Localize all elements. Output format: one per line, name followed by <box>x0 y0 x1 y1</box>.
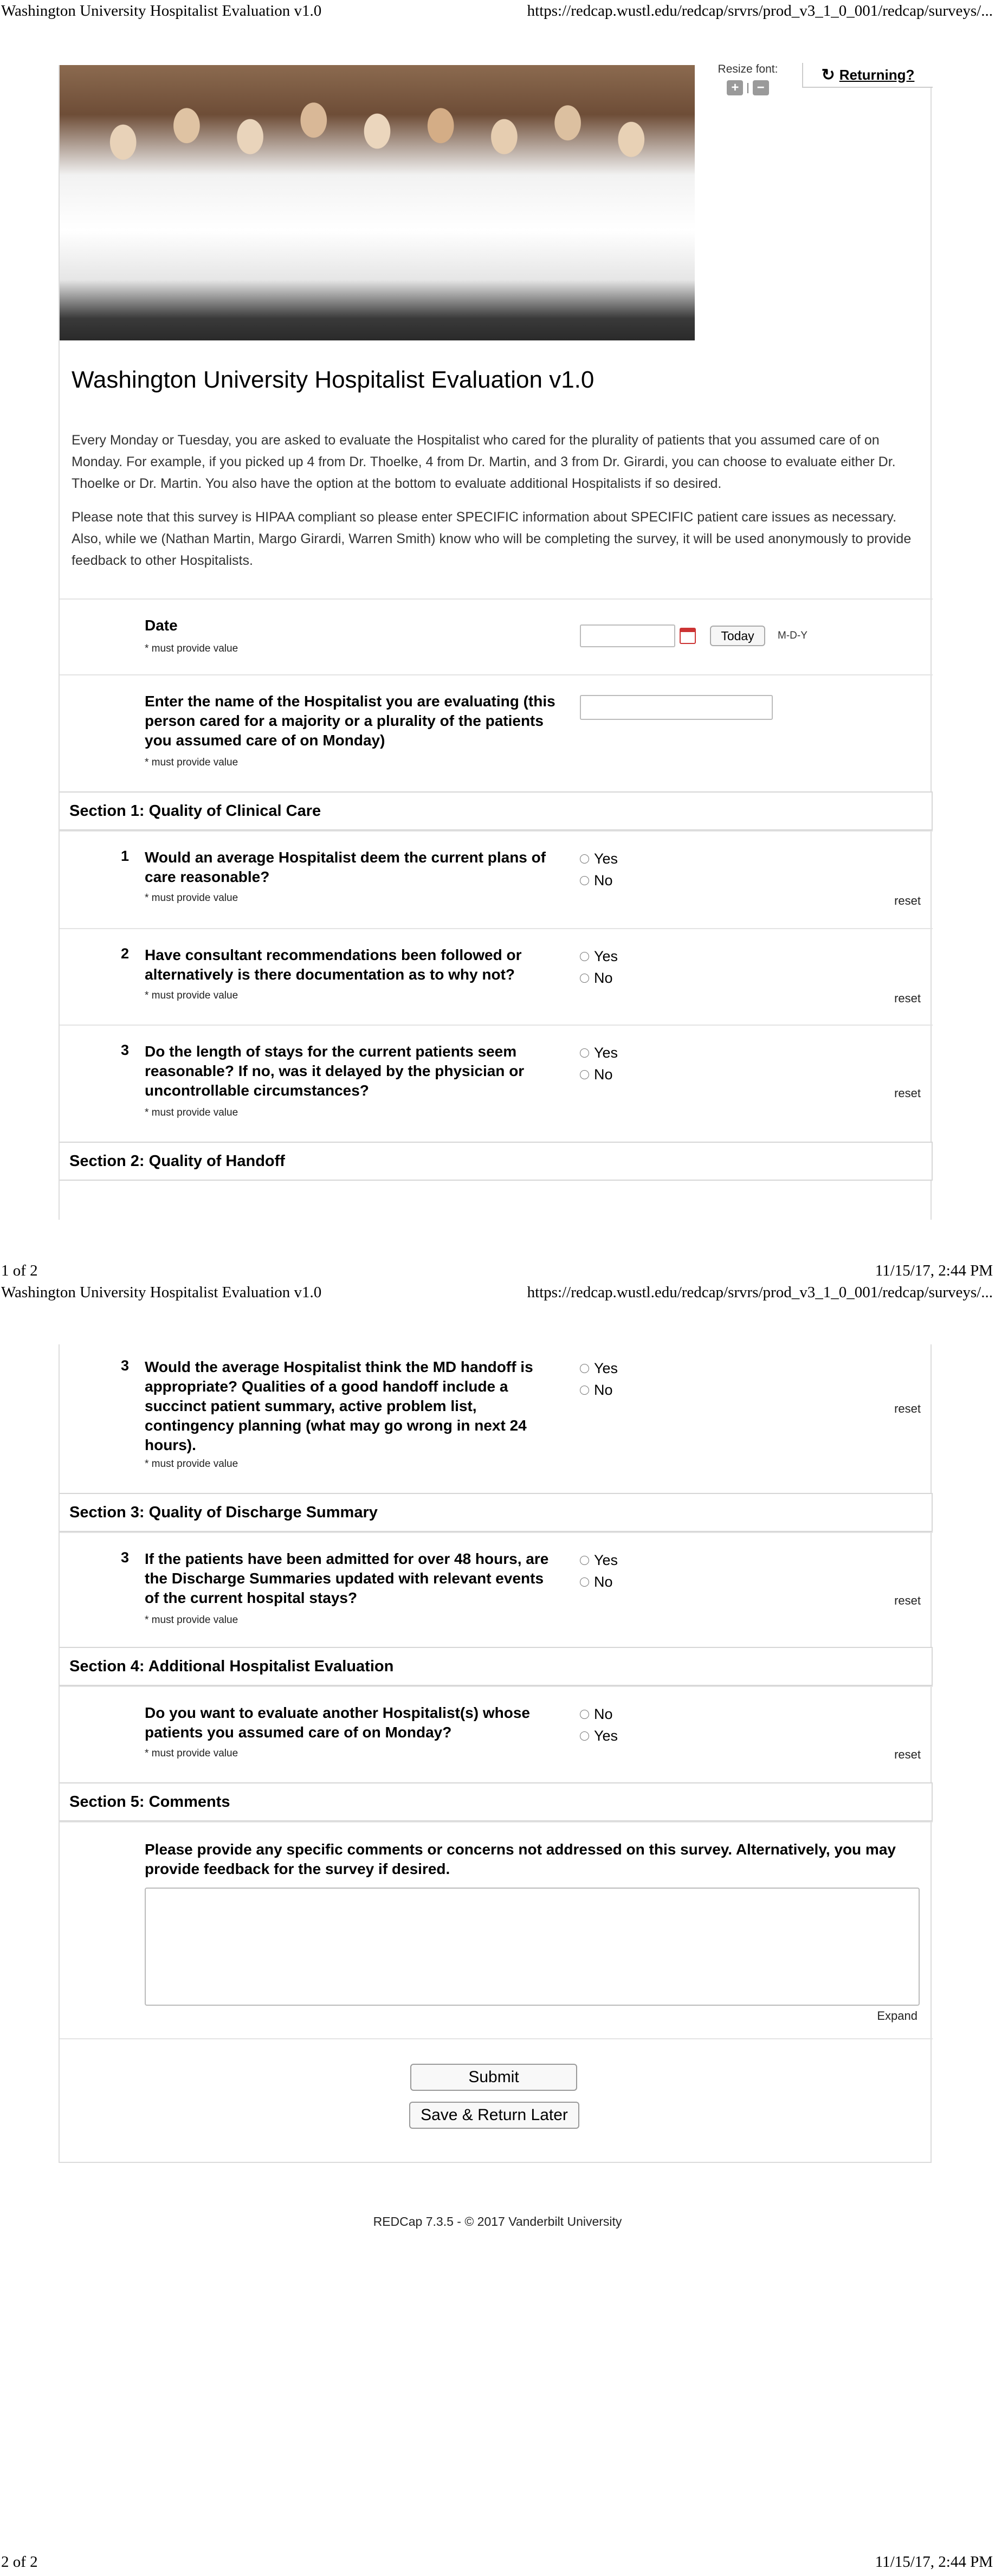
date-row <box>60 598 933 674</box>
radio-no[interactable] <box>580 1379 618 1401</box>
radio-label: Yes <box>594 1551 618 1568</box>
radio-group <box>580 1549 618 1593</box>
submit-button[interactable]: Submit <box>410 2064 577 2091</box>
required-note: * must provide value <box>145 1748 238 1759</box>
radio-no[interactable] <box>580 870 618 891</box>
radio-circle-icon[interactable] <box>580 854 589 864</box>
radio-circle-icon[interactable] <box>580 974 589 983</box>
radio-yes[interactable] <box>580 1042 618 1064</box>
question-row-3 <box>60 1025 933 1142</box>
radio-yes[interactable] <box>580 1725 618 1747</box>
question-row-1 <box>60 830 933 928</box>
print-header-url: https://redcap.wustl.edu/redcap/srvrs/prod_v3_1_0_001/redcap/surveys/... <box>527 1284 993 1301</box>
print-header-url: https://redcap.wustl.edu/redcap/srvrs/prod_v3_1_0_001/redcap/surveys/... <box>527 2 993 20</box>
hospitalist-name-input[interactable] <box>580 695 773 720</box>
submit-row <box>60 2038 933 2162</box>
radio-label: No <box>594 1573 613 1590</box>
radio-no[interactable] <box>580 1064 618 1085</box>
radio-group <box>580 1357 618 1401</box>
font-separator: | <box>746 81 750 94</box>
question-row-additional <box>60 1686 933 1782</box>
date-format-label: M-D-Y <box>778 630 807 641</box>
radio-circle-icon[interactable] <box>580 1048 589 1058</box>
question-row-2 <box>60 928 933 1025</box>
radio-circle-icon[interactable] <box>580 1577 589 1587</box>
returning-label: Returning? <box>839 66 915 83</box>
radio-group <box>580 945 618 989</box>
radio-label: Yes <box>594 948 618 964</box>
page-counter: 1 of 2 <box>1 1262 38 1279</box>
hospitalist-name-row <box>60 674 933 791</box>
radio-circle-icon[interactable] <box>580 1731 589 1741</box>
required-note: * must provide value <box>145 757 238 768</box>
date-input[interactable] <box>580 624 675 647</box>
radio-group <box>580 1042 618 1085</box>
radio-label: Yes <box>594 850 618 867</box>
required-note: * must provide value <box>145 1614 238 1626</box>
redcap-credit: REDCap 7.3.5 - © 2017 Vanderbilt University <box>373 2214 622 2229</box>
question-number: 2 <box>120 945 129 962</box>
radio-label: No <box>594 1705 613 1722</box>
radio-label: No <box>594 969 613 986</box>
intro-paragraph-1: Every Monday or Tuesday, you are asked to evaluate the Hospitalist who cared for the plurality of patients that you assumed care of on Monday. For example, if you picked up 4 from Dr. Thoelke, 4 from Dr. Martin, and 3 from Dr. Girardi, you can choose to evaluate either Dr. Thoelke or Dr. Martin. You also have the option at the bottom to evaluate additional Hospitalists if so desired. <box>72 433 896 491</box>
print-footer-page2 <box>0 2551 995 2573</box>
radio-label: Yes <box>594 1727 618 1744</box>
radio-yes[interactable] <box>580 1357 618 1379</box>
returning-button[interactable] <box>802 63 933 88</box>
reset-link[interactable]: reset <box>894 894 921 907</box>
reset-link[interactable]: reset <box>894 1594 921 1607</box>
radio-circle-icon[interactable] <box>580 1556 589 1565</box>
question-text: Do the length of stays for the current patients seem reasonable? If no, was it delayed by the physician or uncontrollable circumstances? <box>145 1043 525 1099</box>
section-header-additional: Section 4: Additional Hospitalist Evaluation <box>60 1647 933 1686</box>
print-footer-page1 <box>0 1260 995 1281</box>
survey-container-page1 <box>59 65 932 1220</box>
radio-yes[interactable] <box>580 945 618 967</box>
question-text: Do you want to evaluate another Hospitalist(s) whose patients you assumed care of on Monday? <box>145 1704 530 1741</box>
question-text: If the patients have been admitted for over 48 hours, are the Discharge Summaries updated with relevant events of the current hospital stays? <box>145 1550 549 1606</box>
question-number: 1 <box>120 848 129 864</box>
print-header-title: Washington University Hospitalist Evaluation v1.0 <box>1 1284 322 1301</box>
resize-font-control <box>707 63 789 95</box>
radio-group <box>580 848 618 891</box>
required-note: * must provide value <box>145 990 238 1001</box>
question-row-handoff <box>60 1344 933 1493</box>
reset-link[interactable]: reset <box>894 1086 921 1100</box>
font-decrease-icon[interactable]: − <box>753 80 769 95</box>
question-number: 3 <box>120 1357 129 1374</box>
radio-circle-icon[interactable] <box>580 1710 589 1719</box>
hospitalist-name-label: Enter the name of the Hospitalist you are evaluating (this person cared for a majority or a plurality of the patients you assumed care of on Monday) <box>145 693 555 749</box>
required-note: * must provide value <box>145 1107 238 1118</box>
radio-no[interactable] <box>580 1703 618 1725</box>
section-header-discharge: Section 3: Quality of Discharge Summary <box>60 1493 933 1532</box>
intro-paragraph-2: Please note that this survey is HIPAA compliant so please enter SPECIFIC information about SPECIFIC patient care issues as necessary. Also, while we (Nathan Martin, Margo Girardi, Warren Smith) know who will be completing the survey, it will be used anonymously to provide feedback to other Hospitalists. <box>72 510 912 568</box>
radio-circle-icon[interactable] <box>580 876 589 885</box>
resize-font-label: Resize font: <box>718 63 778 75</box>
radio-label: No <box>594 872 613 888</box>
comments-prompt: Please provide any specific comments or concerns not addressed on this survey. Alternatively, you may provide feedback for the survey if desired. <box>145 1841 896 1877</box>
radio-circle-icon[interactable] <box>580 1070 589 1079</box>
radio-no[interactable] <box>580 967 618 989</box>
radio-label: Yes <box>594 1044 618 1061</box>
print-header-page2 <box>0 1281 995 1303</box>
hospitalist-group-photo <box>60 65 695 340</box>
radio-label: Yes <box>594 1360 618 1376</box>
calendar-icon[interactable] <box>680 628 696 644</box>
today-button[interactable]: Today <box>710 626 765 646</box>
survey-instructions <box>72 429 921 583</box>
section-header-clinical-care: Section 1: Quality of Clinical Care <box>60 791 933 830</box>
question-text: Have consultant recommendations been followed or alternatively is there documentation as to why not? <box>145 946 522 983</box>
save-return-later-button[interactable]: Save & Return Later <box>409 2102 579 2129</box>
radio-circle-icon[interactable] <box>580 1386 589 1395</box>
question-number: 3 <box>120 1042 129 1058</box>
comments-row <box>60 1821 933 2038</box>
font-increase-icon[interactable]: + <box>727 80 743 95</box>
question-text: Would an average Hospitalist deem the current plans of care reasonable? <box>145 849 546 885</box>
reset-link[interactable]: reset <box>894 1402 921 1415</box>
section-header-handoff: Section 2: Quality of Handoff <box>60 1142 933 1181</box>
survey-container-page2 <box>59 1344 932 2163</box>
question-number: 3 <box>120 1549 129 1566</box>
survey-title: Washington University Hospitalist Evaluation v1.0 <box>72 366 595 393</box>
radio-group <box>580 1703 618 1747</box>
expand-link[interactable]: Expand <box>877 2009 918 2023</box>
refresh-icon: ↻ <box>821 66 835 84</box>
print-header-page1 <box>0 0 995 22</box>
radio-label: No <box>594 1066 613 1083</box>
print-timestamp: 11/15/17, 2:44 PM <box>875 2553 993 2571</box>
section-header-comments: Section 5: Comments <box>60 1782 933 1821</box>
radio-circle-icon[interactable] <box>580 952 589 961</box>
required-note: * must provide value <box>145 1458 238 1470</box>
reset-link[interactable]: reset <box>894 991 921 1005</box>
question-row-discharge <box>60 1532 933 1647</box>
radio-label: No <box>594 1381 613 1398</box>
question-text: Would the average Hospitalist think the MD handoff is appropriate? Qualities of a good handoff include a succinct patient summary, active problem list, contingency planning (what may go wrong in next 24 hours). <box>145 1358 533 1453</box>
print-header-title: Washington University Hospitalist Evaluation v1.0 <box>1 2 322 20</box>
radio-yes[interactable] <box>580 848 618 870</box>
comments-textarea[interactable] <box>145 1888 920 2006</box>
page-counter: 2 of 2 <box>1 2553 38 2571</box>
reset-link[interactable]: reset <box>894 1748 921 1761</box>
required-note: * must provide value <box>145 643 238 654</box>
radio-no[interactable] <box>580 1571 618 1593</box>
required-note: * must provide value <box>145 892 238 904</box>
print-timestamp: 11/15/17, 2:44 PM <box>875 1262 993 1279</box>
radio-yes[interactable] <box>580 1549 618 1571</box>
date-label: Date <box>145 617 178 634</box>
radio-circle-icon[interactable] <box>580 1364 589 1373</box>
